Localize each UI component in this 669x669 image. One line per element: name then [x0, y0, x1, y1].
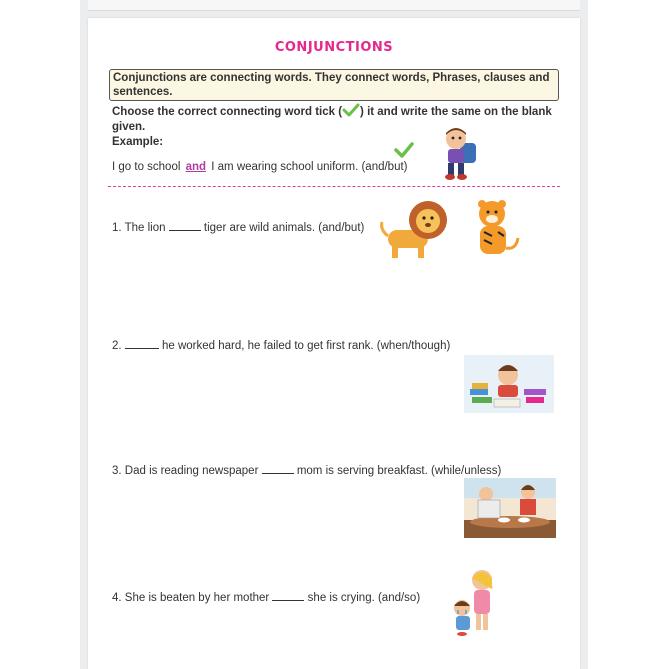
- answer-blank-1[interactable]: [169, 220, 201, 231]
- crying-girl-illustration: [448, 568, 504, 640]
- worksheet-page: [88, 18, 580, 669]
- question-1-after: tiger are wild animals. (and/but): [203, 222, 365, 234]
- question-2-before: 2.: [112, 340, 122, 352]
- example-before: I go to school: [112, 161, 181, 173]
- question-4-before: 4. She is beaten by her mother: [112, 592, 270, 604]
- breakfast-illustration: [464, 478, 556, 538]
- question-3-before: 3. Dad is reading newspaper: [112, 465, 259, 477]
- schoolboy-illustration: [436, 125, 482, 181]
- question-2: [112, 338, 450, 352]
- question-2-after: he worked hard, he failed to get first rank. (when/though): [162, 340, 451, 352]
- answer-blank-2[interactable]: [125, 338, 159, 349]
- question-4: [112, 590, 420, 604]
- example-sentence: [112, 161, 408, 173]
- studying-boy-illustration: [464, 355, 554, 413]
- section-divider: [108, 186, 560, 187]
- example-label: Example:: [112, 136, 164, 148]
- worksheet-title: CONJUNCTIONS: [274, 40, 394, 55]
- answer-blank-4[interactable]: [272, 590, 304, 601]
- answer-blank-3[interactable]: [262, 463, 294, 474]
- question-1: [112, 220, 364, 234]
- tick-icon: [393, 141, 415, 159]
- previous-page-edge: [88, 0, 580, 11]
- example-answer: and: [185, 161, 207, 173]
- tick-icon: [342, 103, 360, 117]
- question-3: [112, 463, 501, 477]
- instruction-part2: ) it and write the same on the blank given.: [112, 106, 552, 133]
- definition-box: Conjunctions are connecting words. They connect words, Phrases, clauses and sentences.: [109, 69, 559, 101]
- tiger-illustration: [468, 198, 524, 262]
- question-1-before: 1. The lion: [112, 222, 166, 234]
- example-after: I am wearing school uniform. (and/but): [211, 161, 408, 173]
- question-3-after: mom is serving breakfast. (while/unless): [296, 465, 502, 477]
- instruction-part1: Choose the correct connecting word tick (: [112, 106, 343, 118]
- lion-illustration: [378, 196, 450, 262]
- instruction-text: [112, 103, 552, 135]
- question-4-after: she is crying. (and/so): [307, 592, 421, 604]
